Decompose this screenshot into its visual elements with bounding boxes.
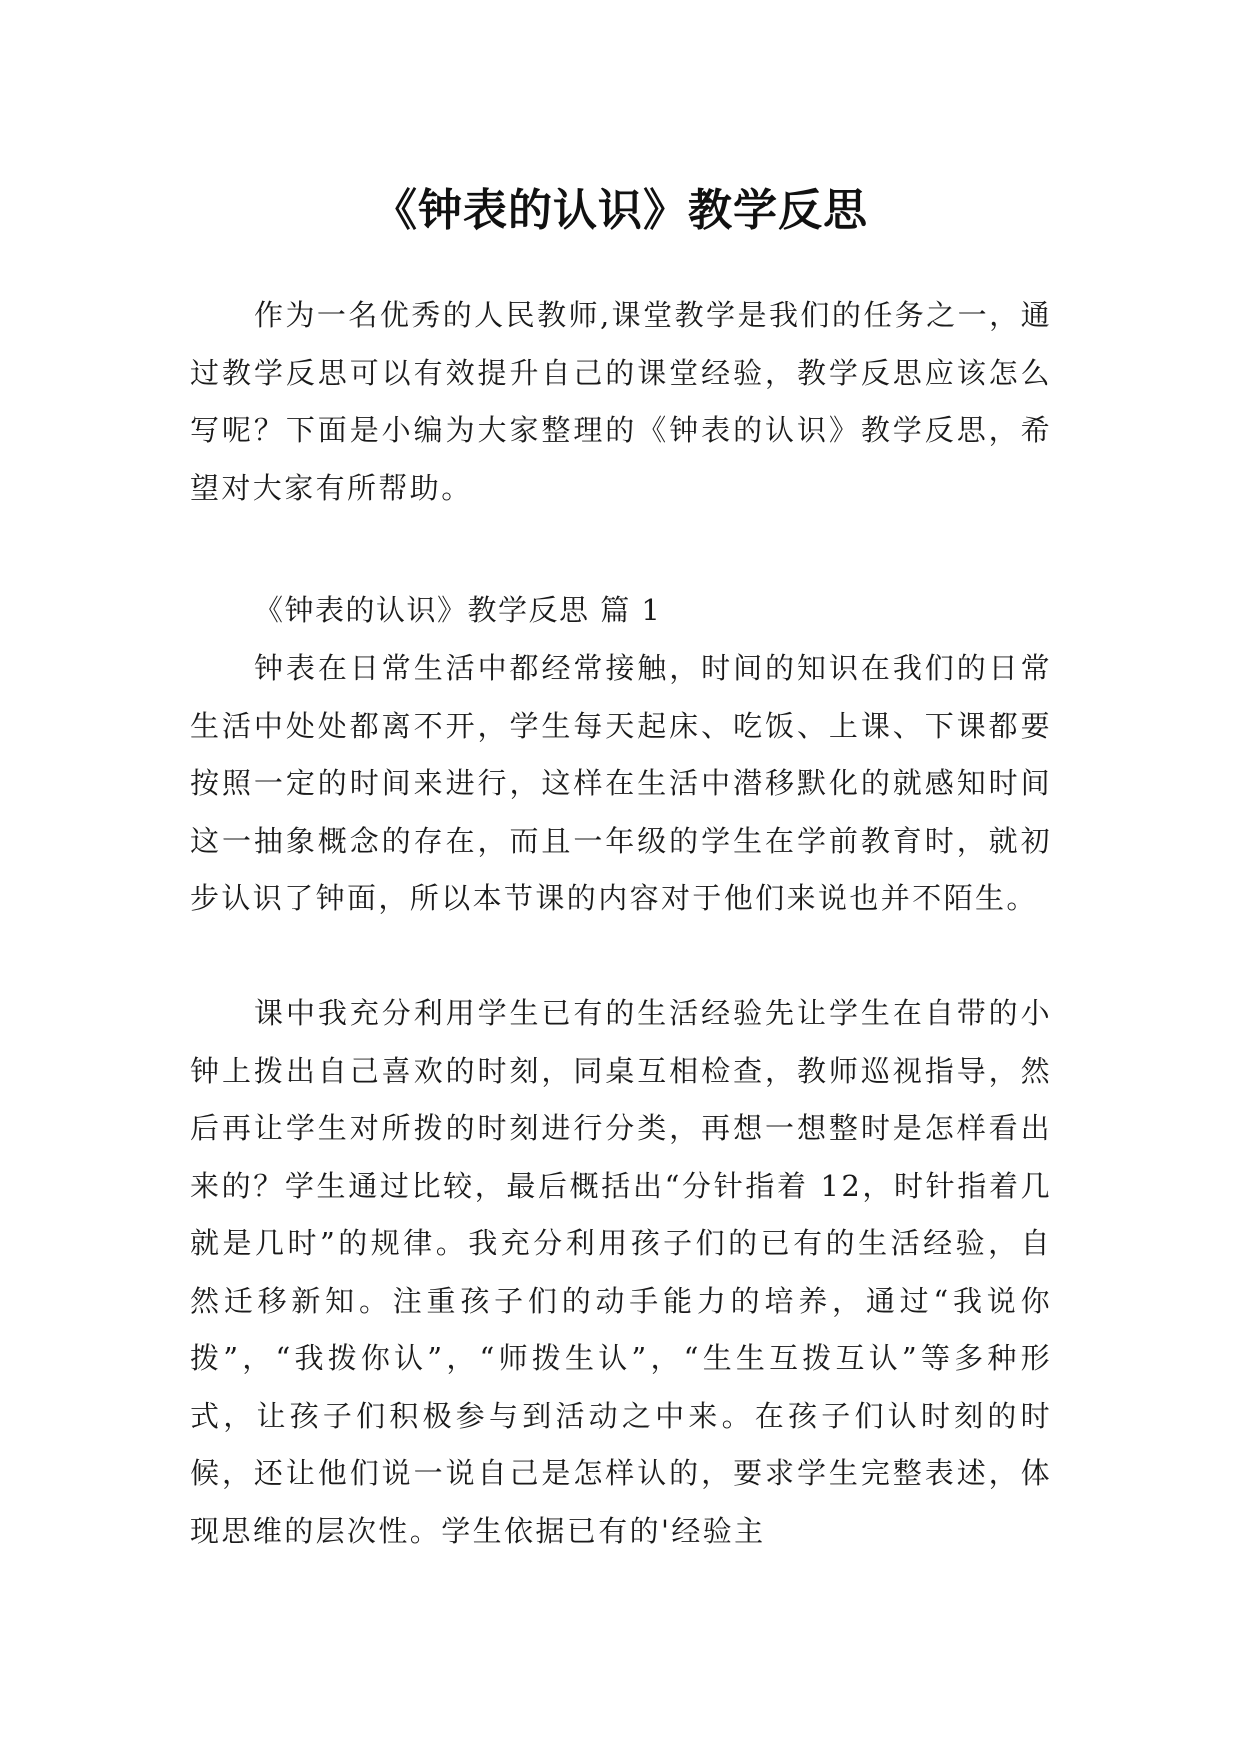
body-paragraph: 课中我充分利用学生已有的生活经验先让学生在自带的小钟上拨出自己喜欢的时刻，同桌互相检查，教师巡视指导，然后再让学生对所拨的时刻进行分类，再想一想整时是怎样看出来的？学生通过比较，最后概括出“分针指着 12，时针指着几就是几时”的规律。我充分利用孩子们的已有的生活经验，自然迁移新知。注重孩子们的动手能力的培养，通过“我说你拨”，“我拨你认”，“师拨生认”，“生生互拨互认”等多种形式，让孩子们积极参与到活动之中来。在孩子们认时刻的时候，还让他们说一说自己是怎样认的，要求学生完整表述，体现思维的层次性。学生依据已有的'经验主 (190, 996, 1052, 1548)
section-heading: 《钟表的认识》教学反思 篇 1 (254, 593, 662, 627)
body-paragraph: 钟表在日常生活中都经常接触，时间的知识在我们的日常生活中处处都离不开，学生每天起床、吃饭、上课、下课都要按照一定的时间来进行，这样在生活中潜移默化的就感知时间这一抽象概念的存在，而且一年级的学生在学前教育时，就初步认识了钟面，所以本节课的内容对于他们来说也并不陌生。 (190, 651, 1052, 915)
document-title: 《钟表的认识》教学反思 (373, 185, 868, 237)
intro-paragraph: 作为一名优秀的人民教师,课堂教学是我们的任务之一，通过教学反思可以有效提升自己的课堂经验，教学反思应该怎么写呢？下面是小编为大家整理的《钟表的认识》教学反思，希望对大家有所帮助。 (190, 298, 1052, 505)
